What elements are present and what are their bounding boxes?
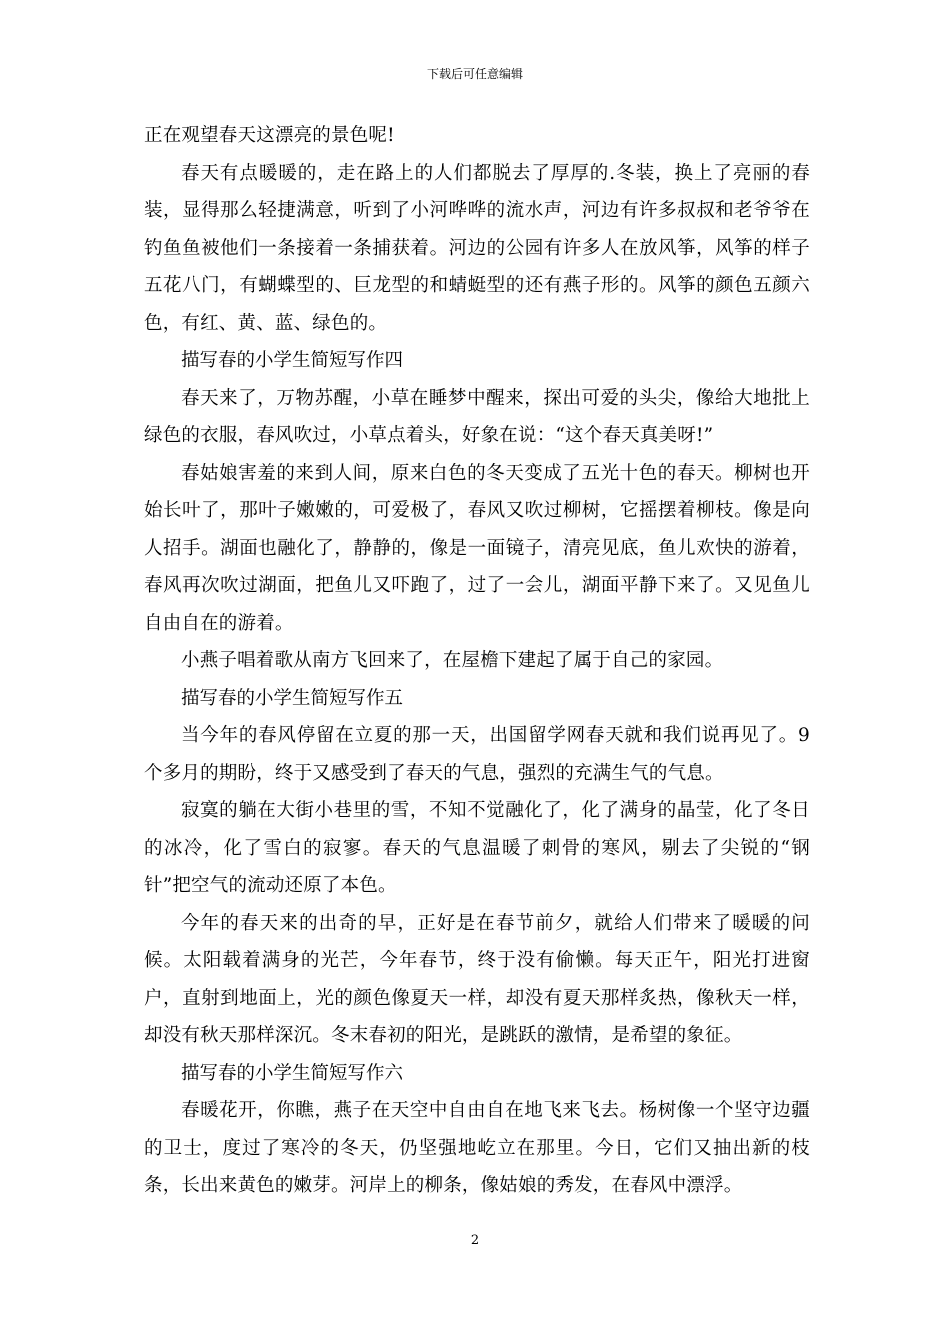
- section-heading: 描写春的小学生简短写作六: [181, 1062, 404, 1084]
- paragraph: 春姑娘害羞的来到人间，原来白色的冬天变成了五光十色的春天。柳树也开始长叶了，那叶子嫩嫩的，可爱极了，春风又吹过柳树，它摇摆着柳枝。像是向人招手。湖面也融化了，静静的，像是一面镜子，清亮见底，鱼儿欢快的游着，春风再次吹过湖面，把鱼儿又吓跑了，过了一会儿，湖面平静下来了。又见鱼儿自由自在的游着。: [144, 462, 810, 634]
- page-header: 下载后可任意编辑: [426, 67, 523, 81]
- paragraph: 正在观望春天这漂亮的景色呢!: [144, 125, 395, 146]
- section-heading: 描写春的小学生简短写作五: [181, 687, 404, 709]
- paragraph: 寂寞的躺在大街小巷里的雪，不知不觉融化了，化了满身的晶莹，化了冬日的冰冷，化了雪白的寂寥。春天的气息温暖了刺骨的寒风，剔去了尖锐的“钢针”把空气的流动还原了本色。: [144, 800, 810, 896]
- document-body: [144, 117, 810, 1205]
- paragraph: 春天有点暖暖的，走在路上的人们都脱去了厚厚的.冬装，换上了亮丽的春装，显得那么轻捷满意，听到了小河哗哗的流水声，河边有许多叔叔和老爷爷在钓鱼鱼被他们一条接着一条捕获着。河边的公园有许多人在放风筝，风筝的样子五花八门，有蝴蝶型的、巨龙型的和蜻蜓型的还有燕子形的。风筝的颜色五颜六色，有红、黄、蓝、绿色的。: [144, 162, 810, 334]
- page-number: 2: [470, 1233, 480, 1248]
- section-heading: 描写春的小学生简短写作四: [181, 350, 404, 371]
- paragraph: 春天来了，万物苏醒，小草在睡梦中醒来，探出可爱的头尖，像给大地批上绿色的衣服，春风吹过，小草点着头，好象在说：“这个春天真美呀!”: [144, 387, 810, 446]
- paragraph: 当今年的春风停留在立夏的那一天，出国留学网春天就和我们说再见了。9个多月的期盼，终于又感受到了春天的气息，强烈的充满生气的气息。: [144, 725, 810, 784]
- paragraph: 春暖花开，你瞧，燕子在天空中自由自在地飞来飞去。杨树像一个坚守边疆的卫士，度过了寒冷的冬天，仍坚强地屹立在那里。今日，它们又抽出新的枝条，长出来黄色的嫩芽。河岸上的柳条，像姑娘的秀发，在春风中漂浮。: [144, 1100, 810, 1196]
- paragraph: 今年的春天来的出奇的早，正好是在春节前夕，就给人们带来了暖暖的问候。太阳载着满身的光芒，今年春节，终于没有偷懒。每天正午，阳光打进窗户，直射到地面上，光的颜色像夏天一样，却没有夏天那样炙热，像秋天一样，却没有秋天那样深沉。冬末春初的阳光，是跳跃的激情，是希望的象征。: [144, 912, 810, 1046]
- paragraph: 小燕子唱着歌从南方飞回来了，在屋檐下建起了属于自己的家园。: [181, 650, 724, 671]
